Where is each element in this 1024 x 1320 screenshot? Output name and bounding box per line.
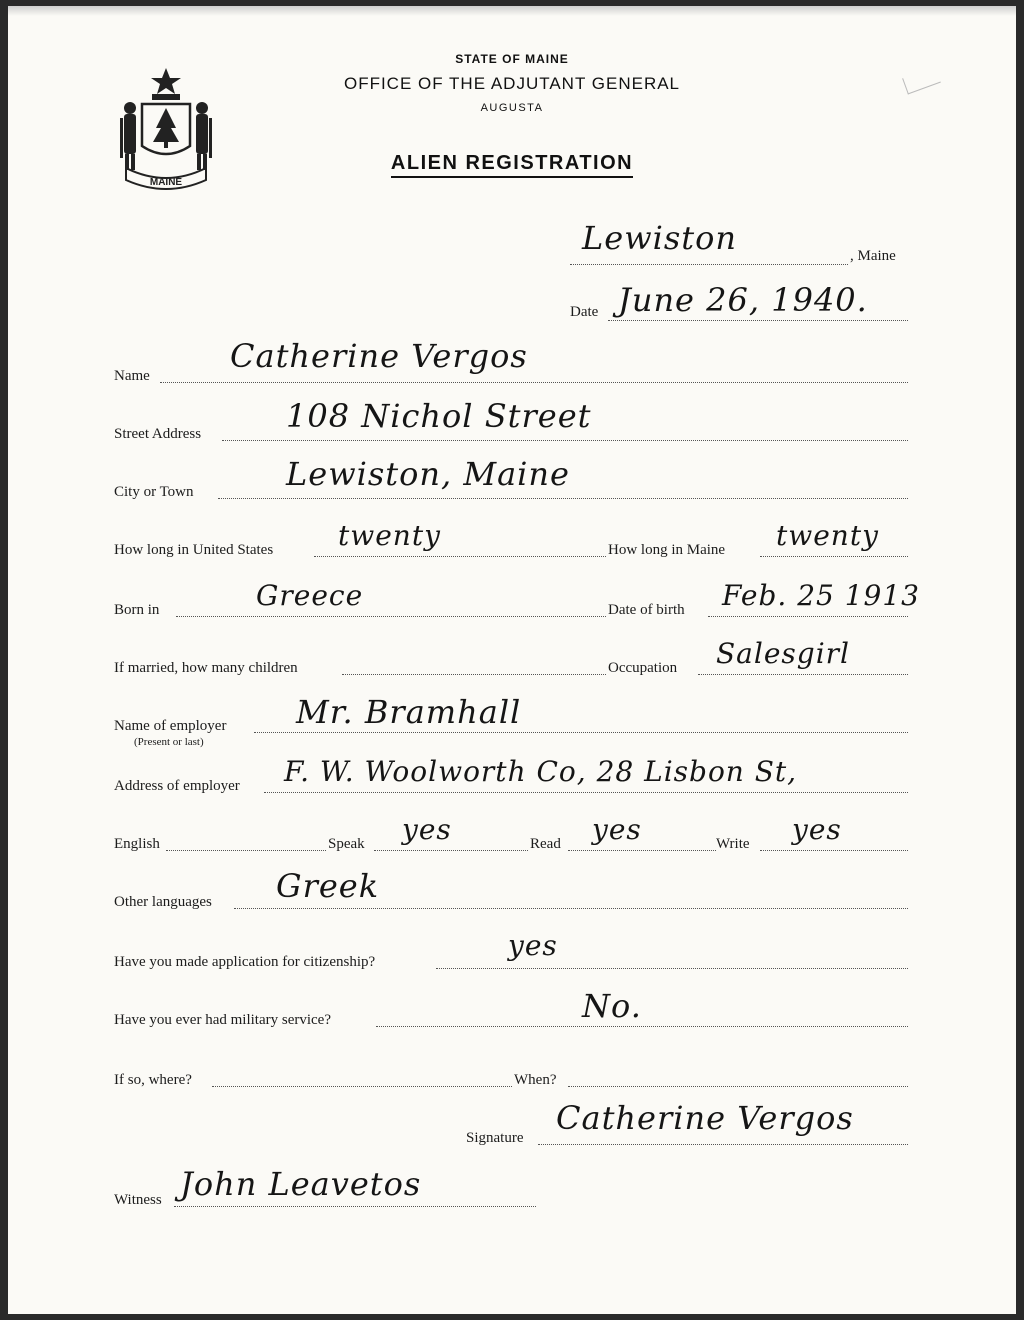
when-line <box>568 1086 908 1087</box>
signature-line <box>538 1144 908 1145</box>
employer-address-label: Address of employer <box>114 778 240 794</box>
date-of-birth-value: Feb. 25 1913 <box>722 579 920 612</box>
military-line <box>376 1026 908 1027</box>
citizenship-label: Have you made application for citizenship? <box>114 954 376 970</box>
write-value: yes <box>792 813 842 846</box>
citizenship-value: yes <box>508 929 558 962</box>
witness-label: Witness <box>114 1192 162 1208</box>
name-line <box>160 382 908 383</box>
maine-label: , Maine <box>850 248 896 264</box>
read-label: Read <box>530 836 561 852</box>
speak-value: yes <box>402 813 452 846</box>
town-value: Lewiston <box>582 219 737 257</box>
date-value: June 26, 1940. <box>618 281 868 319</box>
military-label: Have you ever had military service? <box>114 1012 331 1028</box>
write-line <box>760 850 908 851</box>
witness-value: John Leavetos <box>180 1165 422 1203</box>
when-label: When? <box>514 1072 557 1088</box>
street-line <box>222 440 908 441</box>
svg-text:MAINE: MAINE <box>149 177 183 188</box>
name-label: Name <box>114 368 150 384</box>
city-label: City or Town <box>114 484 194 500</box>
signature-label: Signature <box>466 1130 524 1146</box>
military-value: No. <box>582 987 642 1025</box>
employer-name-value: Mr. Bramhall <box>296 693 522 731</box>
employer-name-label: Name of employer <box>114 718 227 734</box>
how-long-maine-value: twenty <box>776 519 879 552</box>
header-office: OFFICE OF THE ADJUTANT GENERAL <box>343 74 681 93</box>
if-so-where-label: If so, where? <box>114 1072 192 1088</box>
read-value: yes <box>592 813 642 846</box>
employer-note: (Present or last) <box>134 736 204 748</box>
witness-line <box>174 1206 536 1207</box>
married-children-label: If married, how many children <box>114 660 298 676</box>
if-so-where-line <box>212 1086 512 1087</box>
date-of-birth-label: Date of birth <box>608 602 685 618</box>
employer-address-value: F. W. Woolworth Co, 28 Lisbon St, <box>284 755 798 788</box>
employer-name-line <box>254 732 908 733</box>
born-in-label: Born in <box>114 602 160 618</box>
how-long-us-value: twenty <box>338 519 441 552</box>
read-line <box>568 850 716 851</box>
other-languages-value: Greek <box>276 867 380 905</box>
english-label: English <box>114 836 160 852</box>
citizenship-line <box>436 968 908 969</box>
born-in-line <box>176 616 606 617</box>
occupation-line <box>698 674 908 675</box>
date-label: Date <box>570 304 599 320</box>
born-in-value: Greece <box>256 579 364 612</box>
how-long-maine-line <box>760 556 908 557</box>
speak-line <box>374 850 528 851</box>
town-line <box>570 264 848 265</box>
header-state: STATE OF MAINE <box>455 52 569 66</box>
street-label: Street Address <box>114 426 202 442</box>
date-of-birth-line <box>708 616 908 617</box>
how-long-us-line <box>314 556 606 557</box>
form-title: ALIEN REGISTRATION <box>8 152 1016 175</box>
married-children-line <box>342 674 606 675</box>
how-long-us-label: How long in United States <box>114 542 274 558</box>
registration-form <box>8 6 1016 1314</box>
other-languages-line <box>234 908 908 909</box>
write-label: Write <box>716 836 750 852</box>
city-line <box>218 498 908 499</box>
other-languages-label: Other languages <box>114 894 212 910</box>
header-city: AUGUSTA <box>480 102 544 114</box>
date-line <box>608 320 908 321</box>
how-long-maine-label: How long in Maine <box>608 542 726 558</box>
street-value: 108 Nichol Street <box>286 397 592 435</box>
employer-address-line <box>264 792 908 793</box>
occupation-label: Occupation <box>608 660 678 676</box>
occupation-value: Salesgirl <box>716 637 850 670</box>
english-line <box>166 850 326 851</box>
signature-value: Catherine Vergos <box>556 1099 854 1137</box>
speak-label: Speak <box>328 836 365 852</box>
scan-edge <box>8 6 1016 16</box>
name-value: Catherine Vergos <box>230 337 528 375</box>
city-value: Lewiston, Maine <box>286 455 570 493</box>
